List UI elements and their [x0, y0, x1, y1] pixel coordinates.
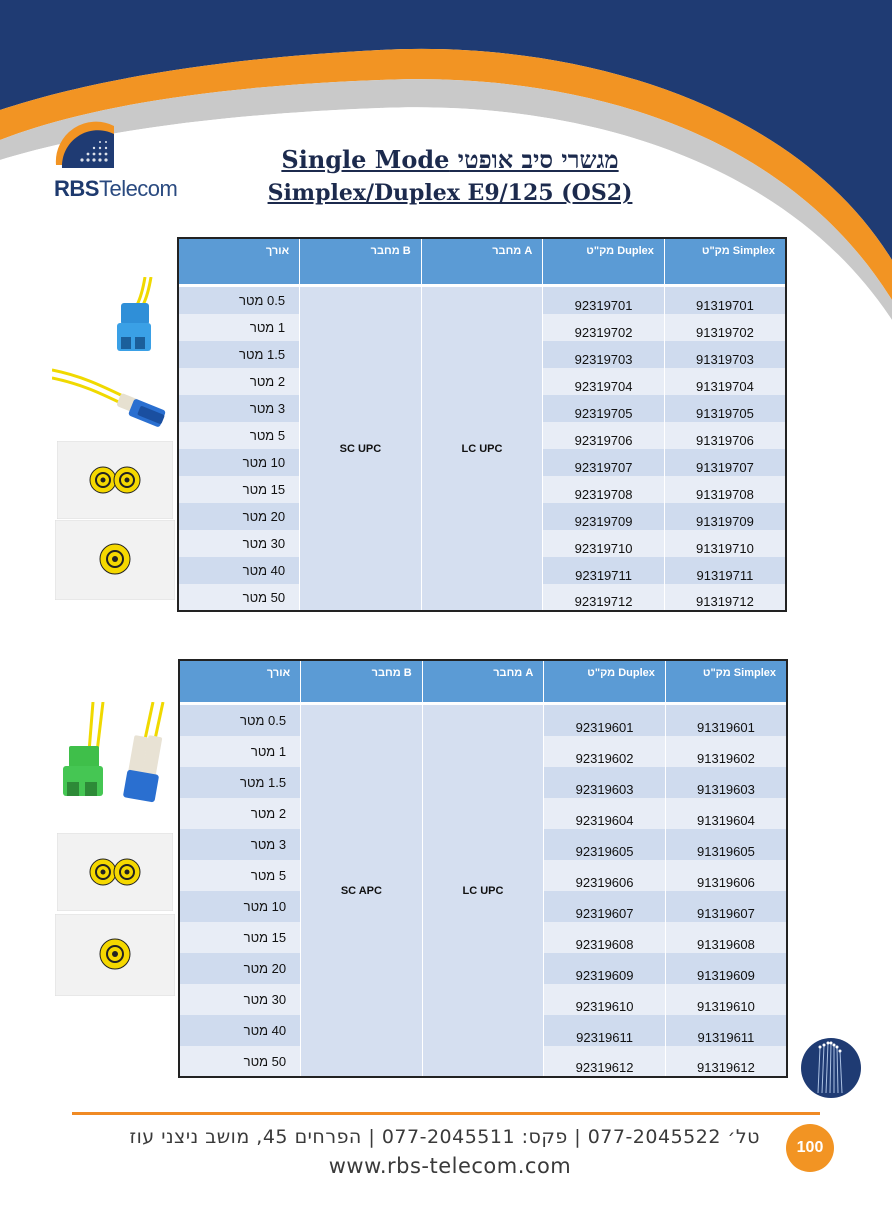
- page-subtitle: Simplex/Duplex E9/125 (OS2): [267, 180, 633, 206]
- duplex-part-number: 92319704: [543, 368, 665, 395]
- length-cell: 2 מטר: [178, 368, 300, 395]
- duplex-part-number: 92319707: [543, 449, 665, 476]
- length-cell: 50 מטר: [179, 1046, 301, 1077]
- duplex-fiber-crosssection-icon: [57, 441, 173, 519]
- simplex-part-number: 91319711: [664, 557, 786, 584]
- simplex-part-number: 91319612: [665, 1046, 787, 1077]
- length-cell: 3 מטר: [179, 829, 301, 860]
- length-cell: 3 מטר: [178, 395, 300, 422]
- duplex-part-number: 92319603: [544, 767, 666, 798]
- length-cell: 40 מטר: [178, 557, 300, 584]
- simplex-part-number: 91319709: [664, 503, 786, 530]
- length-cell: 1 מטר: [179, 736, 301, 767]
- length-cell: 10 מטר: [179, 891, 301, 922]
- length-cell: 40 מטר: [179, 1015, 301, 1046]
- length-cell: 15 מטר: [178, 476, 300, 503]
- duplex-part-number: 92319612: [544, 1046, 666, 1077]
- fiber-optic-circle-graphic: [800, 1037, 862, 1099]
- duplex-part-number: 92319702: [543, 314, 665, 341]
- simplex-part-number: 91319604: [665, 798, 787, 829]
- duplex-part-number: 92319609: [544, 953, 666, 984]
- length-cell: 5 מטר: [179, 860, 301, 891]
- length-cell: 10 מטר: [178, 449, 300, 476]
- connector-b-cell: SC UPC: [300, 287, 422, 611]
- simplex-part-number: 91319712: [664, 584, 786, 611]
- simplex-part-number: 91319606: [665, 860, 787, 891]
- duplex-part-number: 92319611: [544, 1015, 666, 1046]
- simplex-part-number: 91319610: [665, 984, 787, 1015]
- lc-connector-photo: [52, 362, 172, 437]
- length-cell: 1.5 מטר: [178, 341, 300, 368]
- simplex-fiber-crosssection-icon-2: [55, 914, 175, 996]
- duplex-part-number: 92319701: [543, 287, 665, 314]
- duplex-part-number: 92319712: [543, 584, 665, 611]
- duplex-part-number: 92319703: [543, 341, 665, 368]
- simplex-part-number: 91319609: [665, 953, 787, 984]
- duplex-part-number: 92319711: [543, 557, 665, 584]
- length-cell: 0.5 מטר: [178, 287, 300, 314]
- length-cell: 2 מטר: [179, 798, 301, 829]
- simplex-part-number: 91319602: [665, 736, 787, 767]
- duplex-part-number: 92319706: [543, 422, 665, 449]
- length-cell: 20 מטר: [178, 503, 300, 530]
- footer-divider: [72, 1112, 820, 1115]
- simplex-part-number: 91319608: [665, 922, 787, 953]
- length-cell: 1.5 מטר: [179, 767, 301, 798]
- length-cell: 1 מטר: [178, 314, 300, 341]
- length-cell: 50 מטר: [178, 584, 300, 611]
- footer-website[interactable]: www.rbs-telecom.com: [328, 1154, 572, 1178]
- simplex-part-number: 91319705: [664, 395, 786, 422]
- connector-b-cell: SC APC: [301, 705, 423, 1077]
- length-cell: 0.5 מטר: [179, 705, 301, 736]
- length-cell: 5 מטר: [178, 422, 300, 449]
- footer-contact: טל׳ 077-2045522 | פקס: 077-2045511 | הפרחים 45, מושב ניצני עוז: [129, 1126, 760, 1148]
- header-duplex: מק"ט Duplex: [543, 238, 665, 284]
- sc-apc-lc-connectors-photo: [55, 702, 173, 810]
- simplex-part-number: 91319601: [665, 705, 787, 736]
- header-conn_b: מחבר B: [301, 660, 423, 702]
- duplex-part-number: 92319605: [544, 829, 666, 860]
- simplex-part-number: 91319704: [664, 368, 786, 395]
- simplex-part-number: 91319611: [665, 1015, 787, 1046]
- duplex-part-number: 92319602: [544, 736, 666, 767]
- duplex-part-number: 92319607: [544, 891, 666, 922]
- duplex-part-number: 92319708: [543, 476, 665, 503]
- simplex-part-number: 91319603: [665, 767, 787, 798]
- header-simplex: מק"ט Simplex: [664, 238, 786, 284]
- duplex-part-number: 92319710: [543, 530, 665, 557]
- duplex-part-number: 92319610: [544, 984, 666, 1015]
- simplex-part-number: 91319710: [664, 530, 786, 557]
- length-cell: 30 מטר: [178, 530, 300, 557]
- header-conn_a: מחבר A: [422, 660, 544, 702]
- simplex-part-number: 91319702: [664, 314, 786, 341]
- spec-table-sc-apc: [178, 659, 788, 1078]
- header-conn_b: מחבר B: [300, 238, 422, 284]
- simplex-part-number: 91319607: [665, 891, 787, 922]
- simplex-part-number: 91319708: [664, 476, 786, 503]
- simplex-part-number: 91319703: [664, 341, 786, 368]
- length-cell: 20 מטר: [179, 953, 301, 984]
- length-cell: 30 מטר: [179, 984, 301, 1015]
- duplex-part-number: 92319606: [544, 860, 666, 891]
- header-conn_a: מחבר A: [421, 238, 543, 284]
- simplex-part-number: 91319706: [664, 422, 786, 449]
- header-simplex: מק"ט Simplex: [665, 660, 787, 702]
- sc-connector-photo: [107, 277, 159, 359]
- duplex-part-number: 92319601: [544, 705, 666, 736]
- page-number-badge: 100: [786, 1124, 834, 1172]
- simplex-part-number: 91319707: [664, 449, 786, 476]
- duplex-fiber-crosssection-icon-2: [57, 833, 173, 911]
- duplex-part-number: 92319604: [544, 798, 666, 829]
- duplex-part-number: 92319709: [543, 503, 665, 530]
- simplex-fiber-crosssection-icon: [55, 520, 175, 600]
- page-title: מגשרי סיב אופטי Single Mode: [281, 145, 619, 174]
- table-row: [178, 287, 786, 314]
- duplex-part-number: 92319705: [543, 395, 665, 422]
- spec-table-sc-upc: [177, 237, 787, 612]
- duplex-part-number: 92319608: [544, 922, 666, 953]
- connector-a-cell: LC UPC: [421, 287, 543, 611]
- simplex-part-number: 91319605: [665, 829, 787, 860]
- header-duplex: מק"ט Duplex: [544, 660, 666, 702]
- length-cell: 15 מטר: [179, 922, 301, 953]
- header-length: אורך: [178, 238, 300, 284]
- rbs-logo-text: RBSTelecom: [54, 176, 178, 201]
- table-row: [179, 705, 787, 736]
- simplex-part-number: 91319701: [664, 287, 786, 314]
- connector-a-cell: LC UPC: [422, 705, 544, 1077]
- header-length: אורך: [179, 660, 301, 702]
